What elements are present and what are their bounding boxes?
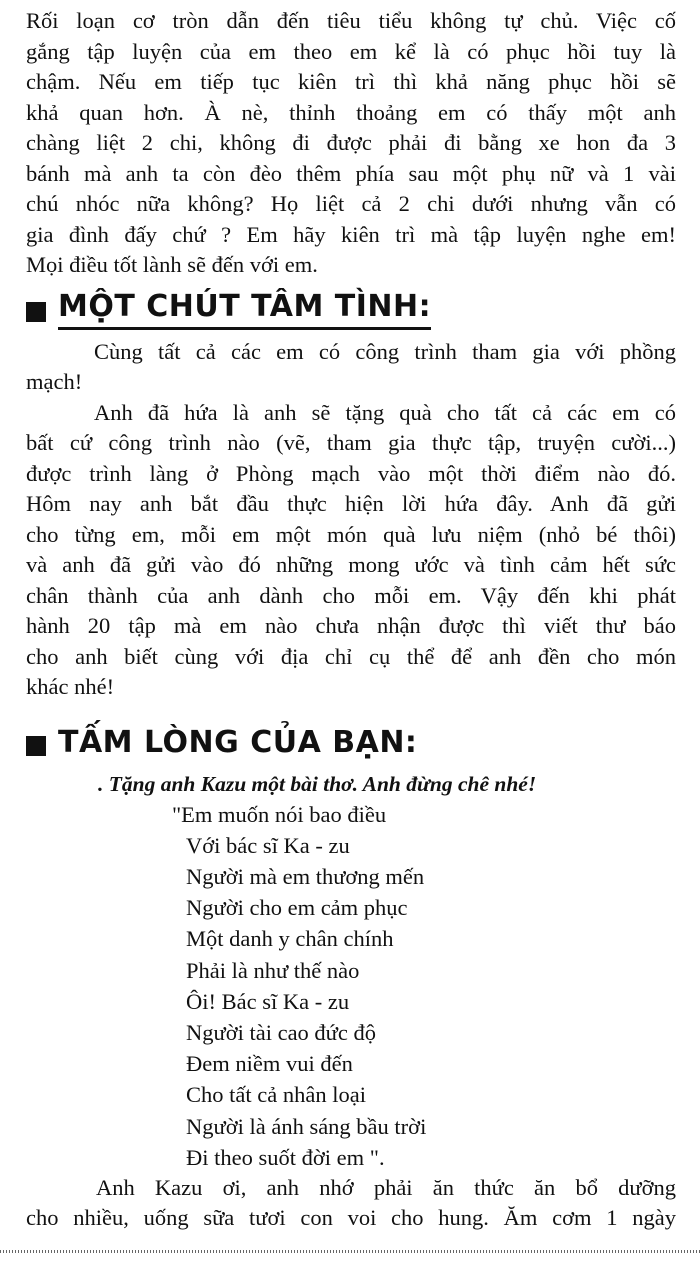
text-line: Rối loạn cơ tròn dẫn đến tiêu tiểu không tự chủ. Việc cố (26, 8, 676, 33)
text-line: cho anh biết cùng với địa chỉ cụ thể để anh đền cho món (26, 643, 676, 669)
intro-paragraph (26, 6, 676, 281)
poem-line: "Em muốn nói bao điều (172, 801, 387, 827)
text-line: cho từng em, mỗi em một món quà lưu niệm (nhỏ bé thôi) (26, 521, 676, 547)
poem-line: Người mà em thương mến (186, 863, 425, 889)
poem-line: Đem niềm vui đến (186, 1051, 353, 1077)
text-line: chân thành của anh dành cho mỗi em. Vậy đến khi phát (26, 582, 676, 608)
square-bullet-icon (26, 302, 46, 322)
text-line: cho nhiều, uống sữa tươi con voi cho hung. Ăm cơm 1 ngày (26, 1205, 676, 1231)
text-line: Mọi điều tốt lành sẽ đến với em. (26, 252, 318, 277)
poem-line: Ôi! Bác sĩ Ka - zu (186, 988, 350, 1014)
closing-paragraph (26, 1173, 676, 1234)
text-line: và anh đã gửi vào đó những mong ước và tình cảm hết sức (26, 552, 676, 577)
text-line: chú nhóc nữa không? Họ liệt cả 2 chi dưới nhưng vẫn có (26, 191, 676, 216)
square-bullet-icon (26, 736, 46, 756)
poem-dedication: . Tặng anh Kazu một bài thơ. Anh đừng chê nhé! (98, 771, 537, 796)
section-heading-tam-tinh (26, 283, 676, 335)
poem-line: Người là ánh sáng bầu trời (186, 1113, 427, 1139)
poem (172, 799, 676, 1173)
section-heading-tam-long (26, 717, 676, 769)
text-line: khả quan hơn. À nè, thỉnh thoảng em có thấy một anh (26, 99, 676, 125)
tam-tinh-paragraph-2 (26, 398, 676, 703)
text-line: Anh Kazu ơi, anh nhớ phải ăn thức ăn bổ dưỡng (96, 1174, 676, 1200)
poem-line: Đi theo suốt đời em ". (186, 1144, 385, 1170)
tam-tinh-paragraph-1 (26, 337, 676, 398)
section-heading-text: TẤM LÒNG CỦA BẠN: (58, 724, 418, 760)
poem-line: Cho tất cả nhân loại (186, 1082, 366, 1108)
text-line: Anh đã hứa là anh sẽ tặng quà cho tất cả các em có (94, 399, 676, 425)
text-line: bánh mà anh ta còn đèo thêm phía sau một phụ nữ và 1 vài (26, 160, 676, 186)
poem-line: Một danh y chân chính (186, 926, 394, 952)
poem-line: Với bác sĩ Ka - zu (186, 832, 350, 858)
text-line: chậm. Nếu em tiếp tục kiên trì thì khả năng phục hồi sẽ (26, 69, 676, 94)
text-line: gia đình đấy chứ ? Em hãy kiên trì mà tập luyện nghe em! (26, 221, 676, 247)
text-line: gắng tập luyện của em theo em kể là có phục hồi tuy là (26, 38, 676, 64)
text-line: Cùng tất cả các em có công trình tham gia với phồng (94, 338, 676, 364)
poem-line: Phải là như thế nào (186, 957, 360, 983)
text-line: chàng liệt 2 chi, không đi được phải đi bằng xe hon đa 3 (26, 130, 676, 155)
text-line: được trình làng ở Phòng mạch vào một thời điểm nào đó. (26, 460, 676, 486)
text-line: khác nhé! (26, 674, 115, 699)
page-bottom-rule (0, 1250, 700, 1253)
text-line: bất cứ công trình nào (vẽ, tham gia thực tập, truyện cười...) (26, 430, 676, 455)
text-line: mạch! (26, 369, 83, 394)
text-line: Hôm nay anh bắt đầu thực hiện lời hứa đây. Anh đã gửi (26, 491, 676, 516)
poem-line: Người tài cao đức độ (186, 1019, 376, 1045)
poem-line: Người cho em cảm phục (186, 895, 408, 921)
page-content (26, 6, 676, 1234)
section-heading-text: MỘT CHÚT TÂM TÌNH: (58, 287, 431, 330)
text-line: hành 20 tập mà em nào chưa nhận được thì viết thư báo (26, 613, 676, 638)
